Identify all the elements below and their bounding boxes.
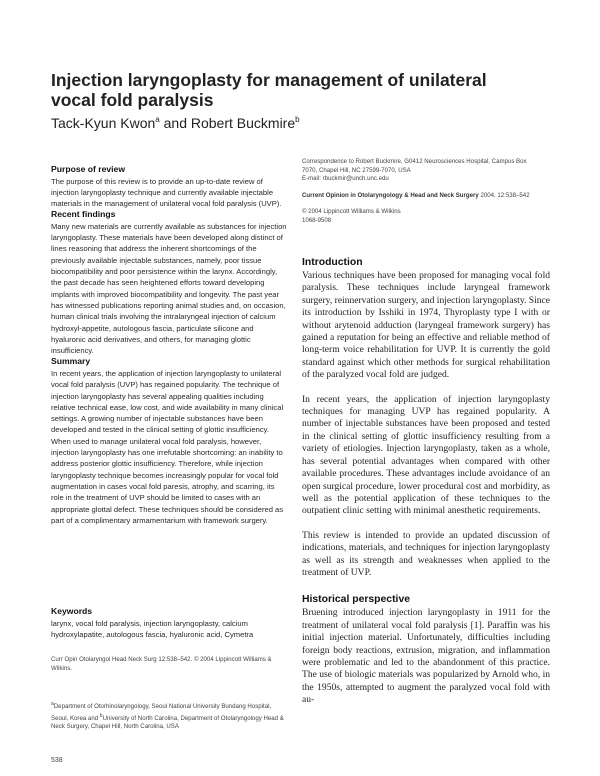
introduction-heading: Introduction	[302, 257, 363, 268]
copyright-line: © 2004 Lippincott Williams & Wilkins	[302, 208, 401, 215]
author-list	[51, 112, 571, 131]
correspondence-address: Correspondence to Robert Buckmire, G0412 Neurosciences Hospital, Campus Box 7070, Chapel Hill, NC 27599-7070, USA	[302, 158, 527, 174]
summary-text: In recent years, the application of injection laryngoplasty to unilateral vocal fold paralysis (UVP) has regained popularity. The technique of injection laryngoplasty has several appealing qualities including relative technical ease, low cost, and wide availability in many clinical settings. A growing number of injectable substances have been developed and tested in the clinical setting of glottic insufficiency. When used to manage unilateral vocal fold paralysis, however, injection laryngoplasty has one irrefutable shortcoming: an inability to address posterior glottic insufficiency. Therefore, while injection laryngoplasty technique becomes increasingly popular for vocal fold augmentation in cases vocal fold paresis, atrophy, and scarring, its role in the treatment of UVP should be limited to cases with an appropriate glottal defect. These techniques should be considered as part of a complimentary armamentarium with framework surgery.	[51, 368, 284, 525]
journal-name: Current Opinion in Otolaryngology & Head and Neck Surgery	[302, 191, 479, 199]
journal-volume: 2004, 12:538–542	[478, 191, 530, 199]
keywords-section	[51, 606, 288, 640]
affiliation-marker: a	[51, 701, 54, 707]
title-line-1: Injection laryngoplasty for management of unilateral	[51, 70, 487, 90]
affiliation-marker: a	[155, 115, 160, 124]
citation-line: Curr Opin Otolaryngol Head Neck Surg 12:538–542. © 2004 Lippincott Williams & Wilkins.	[51, 656, 272, 672]
affiliation-text: Department of Otorhinolaryngology, Seoul National University Bundang Hospital, Seoul, Korea and	[51, 703, 272, 722]
historical-heading: Historical perspective	[302, 594, 410, 606]
author-name: Tack-Kyun Kwon	[51, 115, 156, 131]
correspondence-block	[302, 158, 542, 225]
findings-text: Many new materials are currently available as substances for injection laryngoplasty. These materials have been developed along distinct of lines reasoning that address the inherent shortcomings of the previously available injectable substances, namely, poor tissue biocompatibility and poor persistence within the larynx. Accordingly, the past decade has seen heightened efforts toward developing implants with improved biocompatibility and longevity. The past year has witnessed publications reporting animal studies and, on occasion, human clinical trials involving the intralaryngeal injection of calcium hydroxyl-appetite, autologous fascia, particulate silicone and hyaluronic acid derivatives, and others, for managing glottic insufficiency.	[51, 221, 287, 356]
abstract	[51, 164, 288, 526]
keywords-text: larynx, vocal fold paralysis, injection laryngoplasty, calcium hydroxylapatite, autologous fascia, hyaluronic acid, Cymetra	[51, 618, 254, 639]
author-name: Robert Buckmire	[190, 115, 296, 131]
purpose-heading: Purpose of review	[51, 164, 126, 174]
article-body	[302, 256, 550, 707]
affiliation-marker: b	[99, 712, 103, 719]
issn-line: 1068-9508	[302, 216, 332, 224]
affiliation-marker: b	[295, 115, 300, 124]
body-paragraph: This review is intended to provide an updated discussion of indications, materials, and techniques for injection laryngoplasty as well as its strength and weaknesses when applied to the treatment of UVP.	[302, 529, 550, 578]
body-paragraph: Bruening introduced injection laryngoplasty in 1911 for the treatment of unilateral vocal fold paralysis [1]. Paraffin was his initial injection material. Unfortunately, difficulties including foreign body reactions, extrusion, migration, and inflammation were problematic and led to the abandonment of this practice. The use of biologic materials was popularized by Arnold who, in the 1950s, attempted to augment the paralyzed vocal fold with au-	[302, 607, 550, 706]
title-line-2: vocal fold paralysis	[51, 90, 214, 110]
body-paragraph: Various techniques have been proposed for managing vocal fold paralysis. These techniques include laryngeal framework surgery, reinnervation surgery, and injection laryngoplasty. Since its introduction by Isshiki in 1974, Thyroplasty type I with or without arytenoid adduction (laryngeal framework surgery) has gained a reputation for being an effective and reliable method of long-term voice rehabilitation for UVP. It is currently the gold standard against which other methods for surgical rehabilitation of the paralyzed vocal fold are judged.	[302, 270, 550, 381]
article-title	[51, 70, 571, 110]
correspondence-email: E-mail: rbuckmir@unch.unc.edu	[302, 175, 389, 182]
body-paragraph: In recent years, the application of injection laryngoplasty techniques for managing UVP has regained popularity. A number of injectable substances have been proposed and tested in the clinical setting of glottic insufficiency resulting from a variety of etiologies. Injection laryngoplasty, taken as a whole, has several potential advantages when compared with other available procedures. These advantages include avoidance of an open surgical procedure, lower procedural cost and morbidity, as well as the potential application of these techniques to the outpatient clinic setting with minimal anesthetic requirements.	[302, 393, 550, 517]
keywords-heading: Keywords	[51, 606, 93, 616]
page-number: 538	[51, 757, 63, 764]
findings-heading: Recent findings	[51, 209, 116, 220]
affiliation-text: University of North Carolina, Department of Otolaryngology Head & Neck Surgery, Chapel Hill, North Carolina, USA	[51, 714, 284, 730]
purpose-text: The purpose of this review is to provide an up-to-date review of injection laryngoplasty technique and currently available injectable materials in the management of unilateral vocal fold paralysis (UVP).	[51, 176, 282, 209]
affiliations	[51, 700, 288, 732]
summary-heading: Summary	[51, 356, 91, 367]
journal-reference	[302, 192, 542, 201]
author-joiner: and	[159, 115, 191, 131]
